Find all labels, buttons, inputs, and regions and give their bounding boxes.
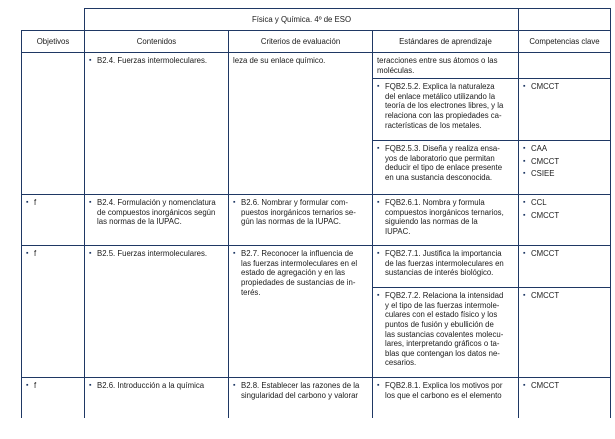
- text-line: en una sustancia desconocida.: [385, 172, 493, 182]
- table-row: [22, 53, 611, 79]
- competencia-item: ▪ CMCCT: [523, 381, 606, 391]
- table-row: [22, 195, 611, 246]
- estandar-cell: [373, 246, 519, 288]
- table-row: [22, 378, 611, 418]
- text-line: gún las normas de la IUPAC.: [241, 217, 341, 227]
- competencia-item: ▪ CMCCT: [523, 157, 606, 167]
- text-line: las fuerzas intermoleculares en el: [241, 258, 358, 268]
- header-criterios: Criterios de evaluación: [229, 31, 373, 53]
- curriculum-table: [21, 8, 611, 418]
- competencia-item: ▪ CCL: [523, 198, 606, 208]
- estandar-item: [377, 144, 514, 182]
- text-line: sustancias de interés biológico.: [385, 268, 494, 278]
- objetivo-cell: [22, 195, 85, 246]
- contenido-item: ▪ B2.4. Fuerzas intermoleculares.: [89, 56, 224, 66]
- text-line: de las fuerzas intermoleculares en: [385, 258, 504, 268]
- criterio-item: [233, 381, 368, 400]
- competencia-item: ▪ CMCCT: [523, 211, 606, 221]
- competencias-cell: [519, 288, 611, 378]
- header-row: [22, 31, 611, 53]
- estandar-cell: [373, 288, 519, 378]
- contenido-item: ▪ B2.5. Fuerzas intermoleculares.: [89, 249, 224, 259]
- table-title: Física y Química. 4º de ESO: [85, 9, 519, 31]
- competencias-cell: [519, 79, 611, 141]
- text-line: terés.: [241, 287, 261, 297]
- competencias-cell: [519, 378, 611, 418]
- text-line: ▪ FQB2.6.1. Nombra y formula: [385, 198, 485, 208]
- text-line: compuestos inorgánicos ternarios,: [385, 207, 504, 217]
- estandar-cell: [373, 195, 519, 246]
- text-line: ▪ B2.4. Formulación y nomenclatura: [97, 198, 216, 208]
- text-line: ▪ FQB2.7.1. Justifica la importancia: [385, 249, 502, 259]
- header-contenidos: Contenidos: [85, 31, 229, 53]
- objetivo-item: ▪ f: [26, 381, 80, 391]
- text-line: ▪ B2.6. Introducción a la química: [97, 381, 205, 391]
- contenido-cell: [85, 53, 229, 195]
- competencias-cell: [519, 53, 611, 79]
- text-line: de compuestos inorgánicos según: [97, 207, 216, 217]
- estandar-item: [377, 291, 514, 368]
- header-estandares: Estándares de aprendizaje: [373, 31, 519, 53]
- text-line: puntos de fusión y ebullición de: [385, 319, 494, 329]
- text-line: ▪ FQB2.5.2. Explica la naturaleza: [385, 82, 495, 92]
- text-line: y el tipo de las fuerzas intermole-: [385, 300, 500, 310]
- text-line: las sustancias covalentes molecu-: [385, 329, 504, 339]
- text-line: yos de laboratorio que permitan: [385, 153, 495, 163]
- text-line: cesarios.: [385, 358, 417, 368]
- text-line: estado de agregación y en las: [241, 268, 346, 278]
- text-line: relaciona con las propiedades ca-: [385, 110, 502, 120]
- contenido-cell: [85, 195, 229, 246]
- estandar-cell: [373, 378, 519, 418]
- objetivo-item: ▪ f: [26, 249, 80, 259]
- competencias-cell: [519, 141, 611, 195]
- text-line: teoría de los electrones libres, y la: [385, 101, 504, 111]
- text-line: blas que contengan los datos ne-: [385, 348, 500, 358]
- text-line: singularidad del carbono y valorar: [241, 390, 359, 400]
- contenido-cell: [85, 246, 229, 378]
- competencias-cell: [519, 246, 611, 288]
- text-line: ▪ FQB2.5.3. Diseña y realiza ensa-: [385, 144, 500, 154]
- competencia-item: ▪ CMCCT: [523, 82, 606, 92]
- title-row: [22, 9, 611, 31]
- criterio-cell: [229, 195, 373, 246]
- contenido-item: [89, 381, 224, 391]
- text-line: teracciones entre sus átomos o las: [377, 56, 498, 65]
- text-line: ▪ B2.6. Nombrar y formular com-: [241, 198, 349, 208]
- criterio-cell: [229, 246, 373, 378]
- criterio-text: leza de su enlace químico.: [233, 56, 326, 65]
- criterio-cell: [229, 53, 373, 195]
- text-line: culares con el estado físico y los: [385, 310, 498, 320]
- estandar-cell: [373, 141, 519, 195]
- text-line: las normas de la IUPAC.: [97, 217, 182, 227]
- estandar-cell: [373, 79, 519, 141]
- estandar-item: [377, 198, 514, 236]
- objetivo-cell: [22, 53, 85, 195]
- text-line: propiedades de sustancias de in-: [241, 277, 356, 287]
- objetivo-item: ▪ f: [26, 198, 80, 208]
- estandar-item: [377, 82, 514, 130]
- text-line: siguiendo las normas de la: [385, 217, 478, 227]
- text-line: del enlace metálico utilizando la: [385, 91, 496, 101]
- text-line: ▪ FQB2.7.2. Relaciona la intensidad: [385, 291, 504, 301]
- criterio-item: [233, 198, 368, 227]
- competencia-item: ▪ CMCCT: [523, 249, 606, 259]
- objetivo-cell: [22, 378, 85, 418]
- text-line: lares, interpretando gráficos o ta-: [385, 339, 500, 349]
- contenido-cell: [85, 378, 229, 418]
- estandar-item: [377, 381, 514, 400]
- text-line: deducir el tipo de enlace presente: [385, 163, 503, 173]
- text-line: los que el carbono es el elemento: [385, 390, 502, 400]
- text-line: racterísticas de los metales.: [385, 120, 482, 130]
- header-objetivos: Objetivos: [22, 31, 85, 53]
- table-row: [22, 246, 611, 288]
- text-line: moléculas.: [377, 65, 415, 75]
- text-line: ▪ B2.7. Reconocer la influencia de: [241, 249, 354, 259]
- criterio-cell: [229, 378, 373, 418]
- criterio-item: [233, 249, 368, 297]
- contenido-item: [89, 198, 224, 227]
- text-line: IUPAC.: [385, 226, 411, 236]
- competencia-item: ▪ CSIEE: [523, 169, 606, 179]
- estandar-cell: [373, 53, 519, 79]
- estandar-item: [377, 249, 514, 278]
- competencias-cell: [519, 195, 611, 246]
- competencia-item: ▪ CAA: [523, 144, 606, 154]
- header-competencias: Competencias clave: [519, 31, 611, 53]
- competencia-item: ▪ CMCCT: [523, 291, 606, 301]
- objetivo-cell: [22, 246, 85, 378]
- text-line: ▪ B2.8. Establecer las razones de la: [241, 381, 360, 391]
- text-line: puestos inorgánicos ternarios se-: [241, 207, 356, 217]
- text-line: ▪ FQB2.8.1. Explica los motivos por: [385, 381, 503, 391]
